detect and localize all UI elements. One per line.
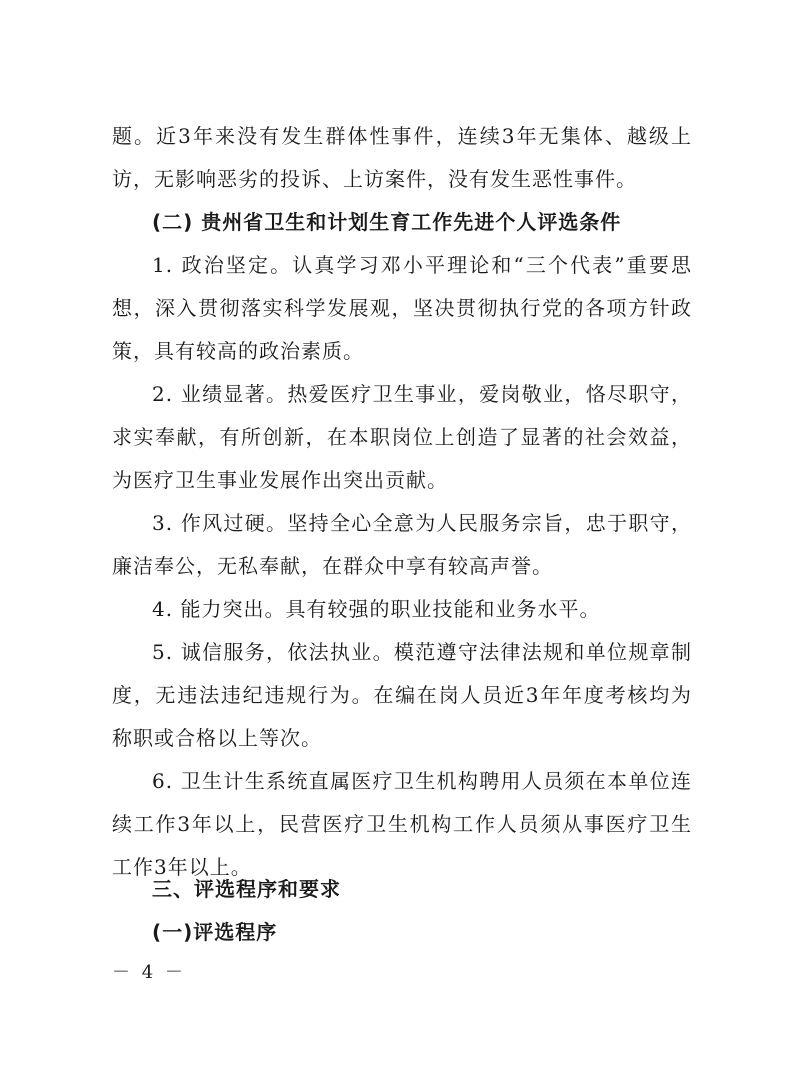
criterion-5-paragraph: 5. 诚信服务，依法执业。模范遵守法律法规和单位规章制度，无违法违纪违规行为。在编在岗人员近3年年度考核均为称职或合格以上等次。 (112, 640, 692, 750)
section-heading-procedure: 三、评选程序和要求 (152, 877, 341, 901)
criterion-4-paragraph: 4. 能力突出。具有较强的职业技能和业务水平。 (152, 597, 601, 621)
criterion-3-paragraph: 3. 作风过硬。坚持全心全意为人民服务宗旨，忠于职守，廉洁奉公，无私奉献，在群众中享有较高声誉。 (112, 511, 692, 578)
criterion-1-paragraph: 1. 政治坚定。认真学习邓小平理论和“三个代表”重要思想，深入贯彻落实科学发展观，坚决贯彻执行党的各项方针政策，具有较高的政治素质。 (112, 253, 692, 363)
page-number: － 4 － (112, 962, 186, 983)
criterion-2-paragraph: 2. 业绩显著。热爱医疗卫生事业，爱岗敬业，恪尽职守，求实奉献，有所创新，在本职岗位上创造了显著的社会效益，为医疗卫生事业发展作出突出贡献。 (112, 382, 692, 492)
criterion-6-paragraph: 6. 卫生计生系统直属医疗卫生机构聘用人员须在本单位连续工作3年以上，民营医疗卫生机构工作人员须从事医疗卫生工作3年以上。 (112, 769, 692, 879)
subsection-heading-procedure: (一)评选程序 (152, 920, 278, 944)
section-heading-individual-criteria: (二) 贵州省卫生和计划生育工作先进个人评选条件 (152, 210, 622, 234)
paragraph-continuation: 题。近3年来没有发生群体性事件，连续3年无集体、越级上访，无影响恶劣的投诉、上访案件，没有发生恶性事件。 (112, 124, 692, 191)
